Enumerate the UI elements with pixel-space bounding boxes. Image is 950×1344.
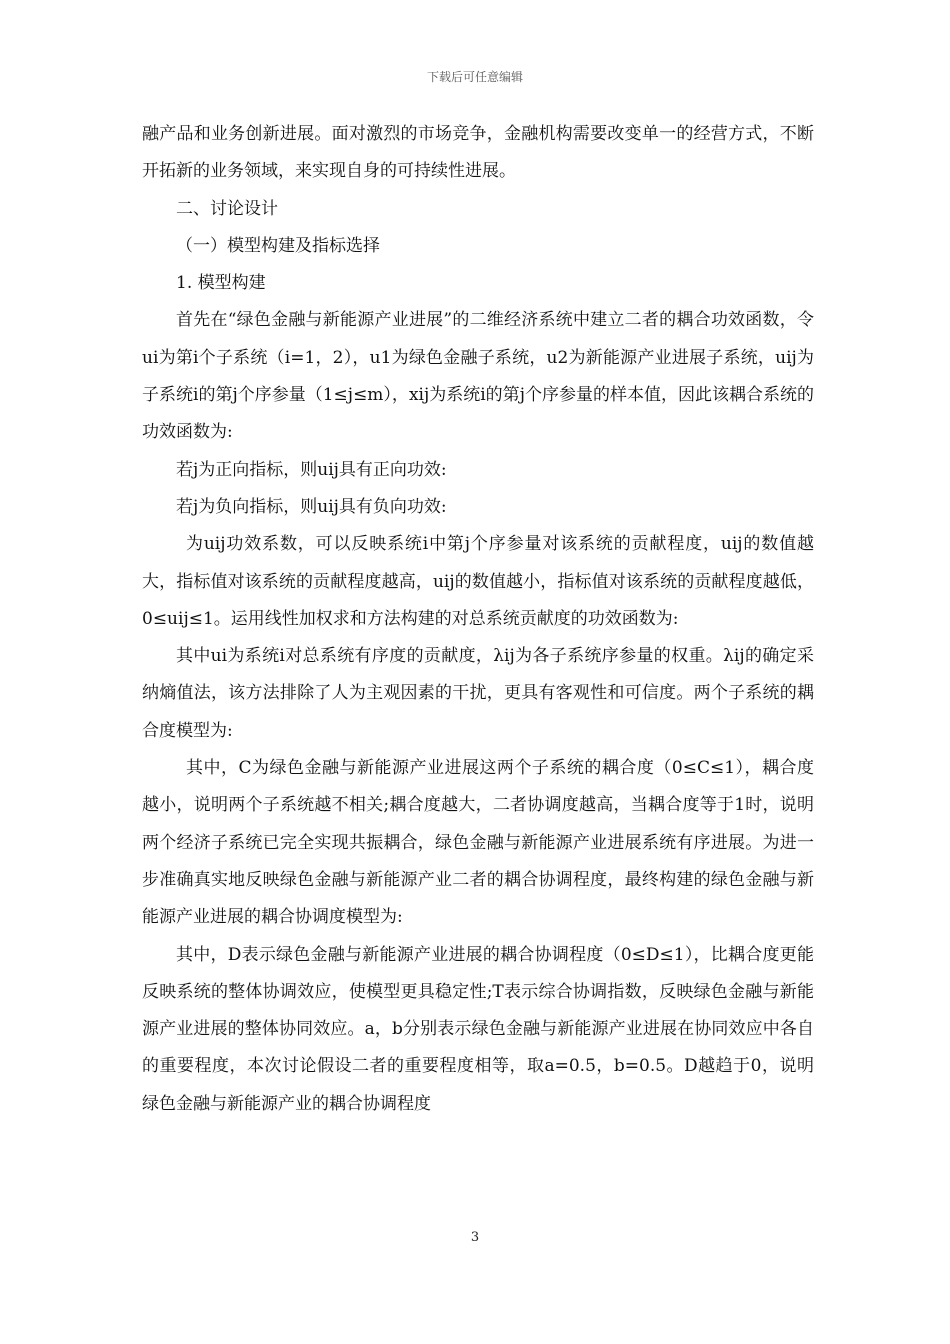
paragraph-contribution: 其中ui为系统i对总系统有序度的贡献度，λij为各子系统序参量的权重。λij的确定采纳熵值法，该方法排除了人为主观因素的干扰，更具有客观性和可信度。两个子系统的耦合度模型为:	[142, 646, 814, 741]
page-header: 下载后可任意编辑	[426, 70, 523, 84]
paragraph-efficacy-coefficient: 为uij功效系数，可以反映系统i中第j个序参量对该系统的贡献程度，uij的数值越大，指标值对该系统的贡献程度越高，uij的数值越小，指标值对该系统的贡献程度越低，0≤uij≤1。运用线性加权求和方法构建的对总系统贡献度的功效函数为:	[142, 534, 814, 629]
paragraph-coupling-function: 首先在“绿色金融与新能源产业进展”的二维经济系统中建立二者的耦合功效函数，令ui为第i个子系统（i=1，2），u1为绿色金融子系统，u2为新能源产业进展子系统，uij为子系统i的第j个序参量（1≤j≤m），xij为系统i的第j个序参量的样本值，因此该耦合系统的功效函数为:	[142, 310, 814, 443]
paragraph-coupling-degree: 其中，C为绿色金融与新能源产业进展这两个子系统的耦合度（0≤C≤1），耦合度越小，说明两个子系统越不相关;耦合度越大，二者协调度越高，当耦合度等于1时，说明两个经济子系统已完全实现共振耦合，绿色金融与新能源产业进展系统有序进展。为进一步准确真实地反映绿色金融与新能源产业二者的耦合协调程度，最终构建的绿色金融与新能源产业进展的耦合协调度模型为:	[142, 758, 814, 928]
paragraph-coordination-degree: 其中，D表示绿色金融与新能源产业进展的耦合协调程度（0≤D≤1），比耦合度更能反映系统的整体协调效应，使模型更具稳定性;T表示综合协调指数，反映绿色金融与新能源产业进展的整体协同效应。a，b分别表示绿色金融与新能源产业进展在协同效应中各自的重要程度，本次讨论假设二者的重要程度相等，取a=0.5，b=0.5。D越趋于0，说明绿色金融与新能源产业的耦合协调程度	[142, 944, 814, 1114]
paragraph-negative-indicator: 若j为负向指标，则uij具有负向功效:	[176, 496, 447, 517]
paragraph-positive-indicator: 若j为正向指标，则uij具有正向功效:	[176, 459, 447, 480]
paragraph-continuation: 融产品和业务创新进展。面对激烈的市场竞争，金融机构需要改变单一的经营方式，不断开拓新的业务领域，来实现自身的可持续性进展。	[142, 124, 814, 182]
subsubsection-heading: 1. 模型构建	[176, 273, 266, 294]
subsection-heading: （一）模型构建及指标选择	[176, 235, 380, 256]
document-body	[142, 116, 814, 1123]
section-heading: 二、讨论设计	[176, 198, 278, 219]
page-number: 3	[470, 1230, 480, 1245]
